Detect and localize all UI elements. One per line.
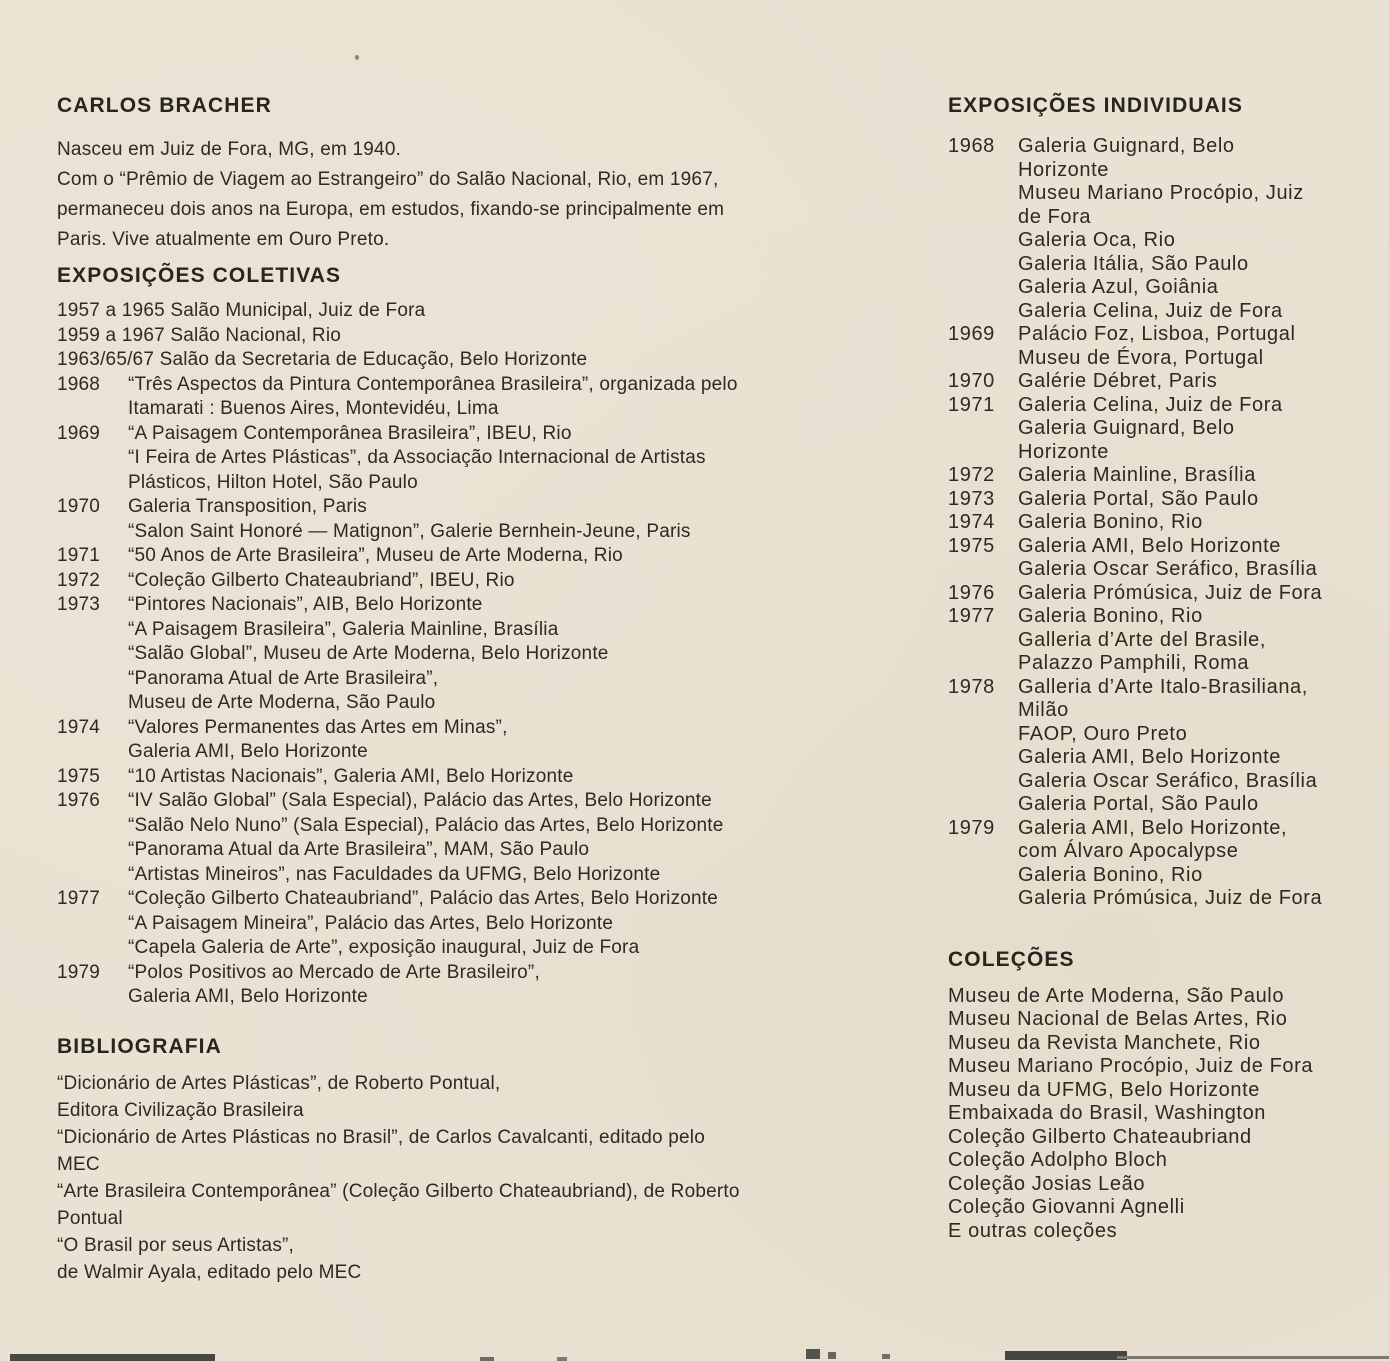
entry-text — [57, 348, 877, 373]
collection-line: Museu Mariano Procópio, Juiz de Fora — [948, 1055, 1314, 1077]
entry-line: Galeria Itália, São Paulo — [1018, 252, 1249, 275]
entry-text — [128, 765, 877, 790]
exhibition-entry — [57, 373, 877, 422]
entry-line: Galleria d’Arte del Brasile, — [1018, 628, 1267, 651]
exhibition-entry — [948, 370, 1378, 394]
entry-text — [128, 495, 877, 544]
exhibition-entry — [948, 676, 1378, 817]
entry-year: 1975 — [948, 534, 995, 557]
exhibition-entry — [57, 789, 877, 887]
entry-line: Galeria Oscar Seráfico, Brasília — [1018, 769, 1318, 792]
exhibition-entry — [948, 135, 1378, 323]
section-heading-bibliografia: BIBLIOGRAFIA — [57, 1034, 222, 1058]
entry-line: Galeria Guignard, Belo — [1018, 417, 1235, 439]
entry-line: Galeria Celina, Juiz de Fora — [1018, 393, 1283, 416]
left-column — [57, 93, 877, 1286]
biography — [57, 135, 877, 255]
entry-text — [1018, 323, 1378, 370]
bibliography-line: MEC — [57, 1153, 100, 1175]
entry-year: 1968 — [57, 373, 101, 395]
entry-line: “A Paisagem Contemporânea Brasileira”, IBEU, Rio — [128, 422, 572, 444]
bibliografia-list — [57, 1070, 877, 1286]
exhibition-entry — [57, 961, 877, 1010]
entry-year: 1976 — [948, 581, 995, 604]
entry-line: “Coleção Gilberto Chateaubriand”, Palácio das Artes, Belo Horizonte — [128, 888, 719, 909]
entry-line: FAOP, Ouro Preto — [1018, 722, 1188, 745]
entry-text — [128, 593, 877, 716]
bibliography-line: “Dicionário de Artes Plásticas”, de Roberto Pontual, — [57, 1072, 501, 1094]
entry-line: “I Feira de Artes Plásticas”, da Associação Internacional de Artistas — [128, 447, 706, 468]
exhibition-entry — [57, 348, 877, 373]
entry-line: “50 Anos de Arte Brasileira”, Museu de Arte Moderna, Rio — [128, 545, 623, 566]
exhibition-entry — [948, 488, 1378, 512]
exhibition-entry — [57, 324, 877, 349]
coletivas-list — [57, 299, 877, 1010]
collection-line: Coleção Adolpho Bloch — [948, 1149, 1168, 1171]
entry-year: 1972 — [57, 569, 101, 591]
bio-line: Nasceu em Juiz de Fora, MG, em 1940. — [57, 139, 402, 160]
entry-year: 1972 — [948, 464, 995, 486]
exhibition-entry — [57, 765, 877, 790]
entry-line: Palazzo Pamphili, Roma — [1018, 652, 1250, 674]
entry-text — [1018, 370, 1378, 394]
entry-line: 1959 a 1967 Salão Nacional, Rio — [57, 324, 342, 346]
entry-line: “Salão Global”, Museu de Arte Moderna, Belo Horizonte — [128, 643, 609, 664]
entry-line: Galeria AMI, Belo Horizonte — [1018, 746, 1281, 768]
entry-text — [128, 961, 877, 1010]
entry-line: com Álvaro Apocalypse — [1018, 840, 1239, 862]
entry-line: Galeria Celina, Juiz de Fora — [1018, 299, 1283, 322]
entry-year: 1971 — [948, 393, 995, 416]
entry-line: Galeria Prómúsica, Juiz de Fora — [1018, 887, 1323, 909]
entry-line: 1957 a 1965 Salão Municipal, Juiz de Fora — [57, 300, 426, 321]
entry-line: Galeria Azul, Goiânia — [1018, 276, 1219, 298]
entry-year: 1974 — [948, 511, 995, 533]
entry-year: 1973 — [57, 594, 101, 615]
entry-text — [1018, 817, 1378, 911]
entry-year: 1971 — [57, 545, 101, 566]
entry-text — [128, 569, 877, 594]
exhibition-entry — [57, 887, 877, 961]
entry-line: Museu de Évora, Portugal — [1018, 346, 1264, 369]
right-column — [948, 93, 1378, 1243]
entry-line: Galeria Oscar Seráfico, Brasília — [1018, 558, 1318, 580]
collection-line: Coleção Giovanni Agnelli — [948, 1196, 1185, 1218]
entry-year: 1976 — [57, 790, 101, 811]
exhibition-entry — [948, 605, 1378, 676]
entry-line: Galeria Portal, São Paulo — [1018, 487, 1259, 510]
entry-line: “10 Artistas Nacionais”, Galeria AMI, Belo Horizonte — [128, 765, 574, 787]
collection-line: Museu de Arte Moderna, São Paulo — [948, 984, 1285, 1007]
entry-line: de Fora — [1018, 205, 1092, 228]
exhibition-entry — [948, 535, 1378, 582]
entry-text — [57, 299, 877, 324]
entry-line: Galeria AMI, Belo Horizonte, — [1018, 816, 1288, 839]
entry-year: 1974 — [57, 716, 101, 738]
entry-line: “Capela Galeria de Arte”, exposição inaugural, Juiz de Fora — [128, 937, 640, 958]
entry-line: Horizonte — [1018, 440, 1109, 463]
collection-line: Coleção Josias Leão — [948, 1172, 1146, 1195]
entry-year: 1979 — [948, 816, 995, 839]
exhibition-entry — [57, 544, 877, 569]
scan-speck-artifact — [355, 55, 359, 60]
entry-text — [57, 324, 877, 349]
scan-edge-artifact — [10, 1354, 215, 1361]
bibliography-line: “Dicionário de Artes Plásticas no Brasil”, de Carlos Cavalcanti, editado pelo — [57, 1126, 705, 1148]
entry-line: Palácio Foz, Lisboa, Portugal — [1018, 323, 1296, 345]
entry-line: Galérie Débret, Paris — [1018, 370, 1218, 392]
exhibition-entry — [948, 582, 1378, 606]
entry-line: Itamarati : Buenos Aires, Montevidéu, Lima — [128, 398, 499, 419]
entry-line: “Salon Saint Honoré — Matignon”, Galerie Bernhein-Jeune, Paris — [128, 520, 691, 542]
entry-text — [128, 887, 877, 961]
entry-line: “Pintores Nacionais”, AIB, Belo Horizonte — [128, 594, 483, 615]
entry-line: Galeria AMI, Belo Horizonte — [128, 986, 368, 1007]
entry-line: “IV Salão Global” (Sala Especial), Palácio das Artes, Belo Horizonte — [128, 790, 712, 811]
entry-line: Galeria Oca, Rio — [1018, 229, 1176, 251]
bibliography-line: “Arte Brasileira Contemporânea” (Coleção Gilberto Chateaubriand), de Roberto — [57, 1180, 740, 1202]
entry-line: Galleria d’Arte Italo-Brasiliana, — [1018, 675, 1308, 698]
section-heading-exposicoes-coletivas: EXPOSIÇÕES COLETIVAS — [57, 264, 342, 287]
entry-text — [1018, 605, 1378, 676]
entry-year: 1975 — [57, 765, 101, 787]
entry-line: Galeria AMI, Belo Horizonte — [1018, 534, 1281, 557]
exhibition-entry — [948, 464, 1378, 488]
collection-line: Museu Nacional de Belas Artes, Rio — [948, 1008, 1288, 1030]
entry-text — [1018, 676, 1378, 817]
scan-edge-artifact — [480, 1357, 494, 1361]
entry-line: Galeria Portal, São Paulo — [1018, 793, 1259, 815]
page-title: CARLOS BRACHER — [57, 94, 272, 117]
entry-line: Horizonte — [1018, 158, 1109, 181]
bio-line: permaneceu dois anos na Europa, em estudos, fixando-se principalmente em — [57, 199, 725, 220]
scan-edge-artifact — [557, 1357, 567, 1361]
entry-line: “Panorama Atual de Arte Brasileira”, — [128, 667, 439, 689]
entry-line: Galeria Bonino, Rio — [1018, 605, 1203, 627]
bibliography-line: de Walmir Ayala, editado pelo MEC — [57, 1261, 362, 1283]
entry-line: Plásticos, Hilton Hotel, São Paulo — [128, 471, 418, 493]
entry-text — [1018, 582, 1378, 606]
exhibition-entry — [948, 323, 1378, 370]
entry-text — [128, 544, 877, 569]
entry-line: Milão — [1018, 699, 1069, 721]
entry-line: “Três Aspectos da Pintura Contemporânea Brasileira”, organizada pelo — [128, 373, 738, 395]
scan-edge-artifact — [828, 1352, 836, 1359]
individuais-list — [948, 135, 1378, 911]
entry-line: Galeria Guignard, Belo — [1018, 135, 1235, 157]
entry-year: 1978 — [948, 675, 995, 698]
collection-line: Museu da Revista Manchete, Rio — [948, 1031, 1261, 1054]
exhibition-entry — [948, 511, 1378, 535]
entry-year: 1977 — [57, 888, 101, 909]
entry-line: “Panorama Atual da Arte Brasileira”, MAM, São Paulo — [128, 839, 590, 860]
entry-year: 1968 — [948, 135, 995, 157]
bibliography-line: Pontual — [57, 1207, 123, 1229]
exhibition-entry — [948, 817, 1378, 911]
collection-line: E outras coleções — [948, 1219, 1118, 1242]
entry-line: “Salão Nelo Nuno” (Sala Especial), Palácio das Artes, Belo Horizonte — [128, 814, 724, 836]
exhibition-entry — [57, 593, 877, 716]
entry-text — [1018, 535, 1378, 582]
entry-year: 1969 — [57, 422, 101, 444]
entry-line: 1963/65/67 Salão da Secretaria de Educação, Belo Horizonte — [57, 349, 588, 370]
entry-text — [128, 716, 877, 765]
exhibition-entry — [948, 394, 1378, 465]
scan-edge-artifact — [806, 1349, 820, 1359]
entry-line: “Artistas Mineiros”, nas Faculdades da UFMG, Belo Horizonte — [128, 863, 661, 885]
bibliography-line: Editora Civilização Brasileira — [57, 1099, 304, 1121]
entry-line: “Valores Permanentes das Artes em Minas”, — [128, 716, 508, 738]
entry-year: 1970 — [57, 496, 101, 517]
entry-text — [128, 373, 877, 422]
exhibition-entry — [57, 716, 877, 765]
entry-line: Galeria Mainline, Brasília — [1018, 464, 1256, 486]
entry-text — [1018, 488, 1378, 512]
section-heading-colecoes: COLEÇÕES — [948, 947, 1075, 971]
entry-year: 1977 — [948, 605, 995, 627]
entry-text — [1018, 135, 1378, 323]
entry-year: 1979 — [57, 961, 101, 983]
entry-text — [1018, 394, 1378, 465]
entry-text — [1018, 464, 1378, 488]
entry-line: “Polos Positivos ao Mercado de Arte Brasileiro”, — [128, 961, 540, 983]
entry-line: “A Paisagem Brasileira”, Galeria Mainline, Brasília — [128, 618, 559, 640]
entry-line: “Coleção Gilberto Chateaubriand”, IBEU, Rio — [128, 569, 515, 591]
bibliography-line: “O Brasil por seus Artistas”, — [57, 1234, 295, 1256]
entry-line: Galeria Transposition, Paris — [128, 496, 367, 517]
entry-line: Museu Mariano Procópio, Juiz — [1018, 182, 1304, 204]
collection-line: Museu da UFMG, Belo Horizonte — [948, 1078, 1260, 1101]
exhibition-entry — [57, 422, 877, 496]
scan-edge-artifact — [882, 1354, 890, 1359]
entry-line: Galeria Bonino, Rio — [1018, 511, 1203, 533]
entry-line: Galeria Prómúsica, Juiz de Fora — [1018, 581, 1323, 604]
scan-edge-artifact — [1005, 1351, 1127, 1360]
collection-line: Embaixada do Brasil, Washington — [948, 1102, 1267, 1124]
entry-line: “A Paisagem Mineira”, Palácio das Artes, Belo Horizonte — [128, 912, 614, 934]
entry-text — [128, 789, 877, 887]
entry-year: 1970 — [948, 370, 995, 392]
entry-year: 1973 — [948, 487, 995, 510]
bio-line: Com o “Prêmio de Viagem ao Estrangeiro” do Salão Nacional, Rio, em 1967, — [57, 169, 719, 190]
exhibition-entry — [57, 569, 877, 594]
section-heading-exposicoes-individuais: EXPOSIÇÕES INDIVIDUAIS — [948, 94, 1243, 117]
collection-line: Coleção Gilberto Chateaubriand — [948, 1125, 1252, 1148]
bio-line: Paris. Vive atualmente em Ouro Preto. — [57, 229, 390, 250]
entry-line: Galeria Bonino, Rio — [1018, 863, 1203, 886]
entry-text — [128, 422, 877, 496]
exhibition-entry — [57, 299, 877, 324]
entry-text — [1018, 511, 1378, 535]
entry-year: 1969 — [948, 323, 995, 345]
entry-line: Galeria AMI, Belo Horizonte — [128, 741, 368, 762]
scan-edge-artifact — [1117, 1356, 1389, 1359]
colecoes-list — [948, 985, 1378, 1244]
exhibition-entry — [57, 495, 877, 544]
entry-line: Museu de Arte Moderna, São Paulo — [128, 692, 436, 713]
